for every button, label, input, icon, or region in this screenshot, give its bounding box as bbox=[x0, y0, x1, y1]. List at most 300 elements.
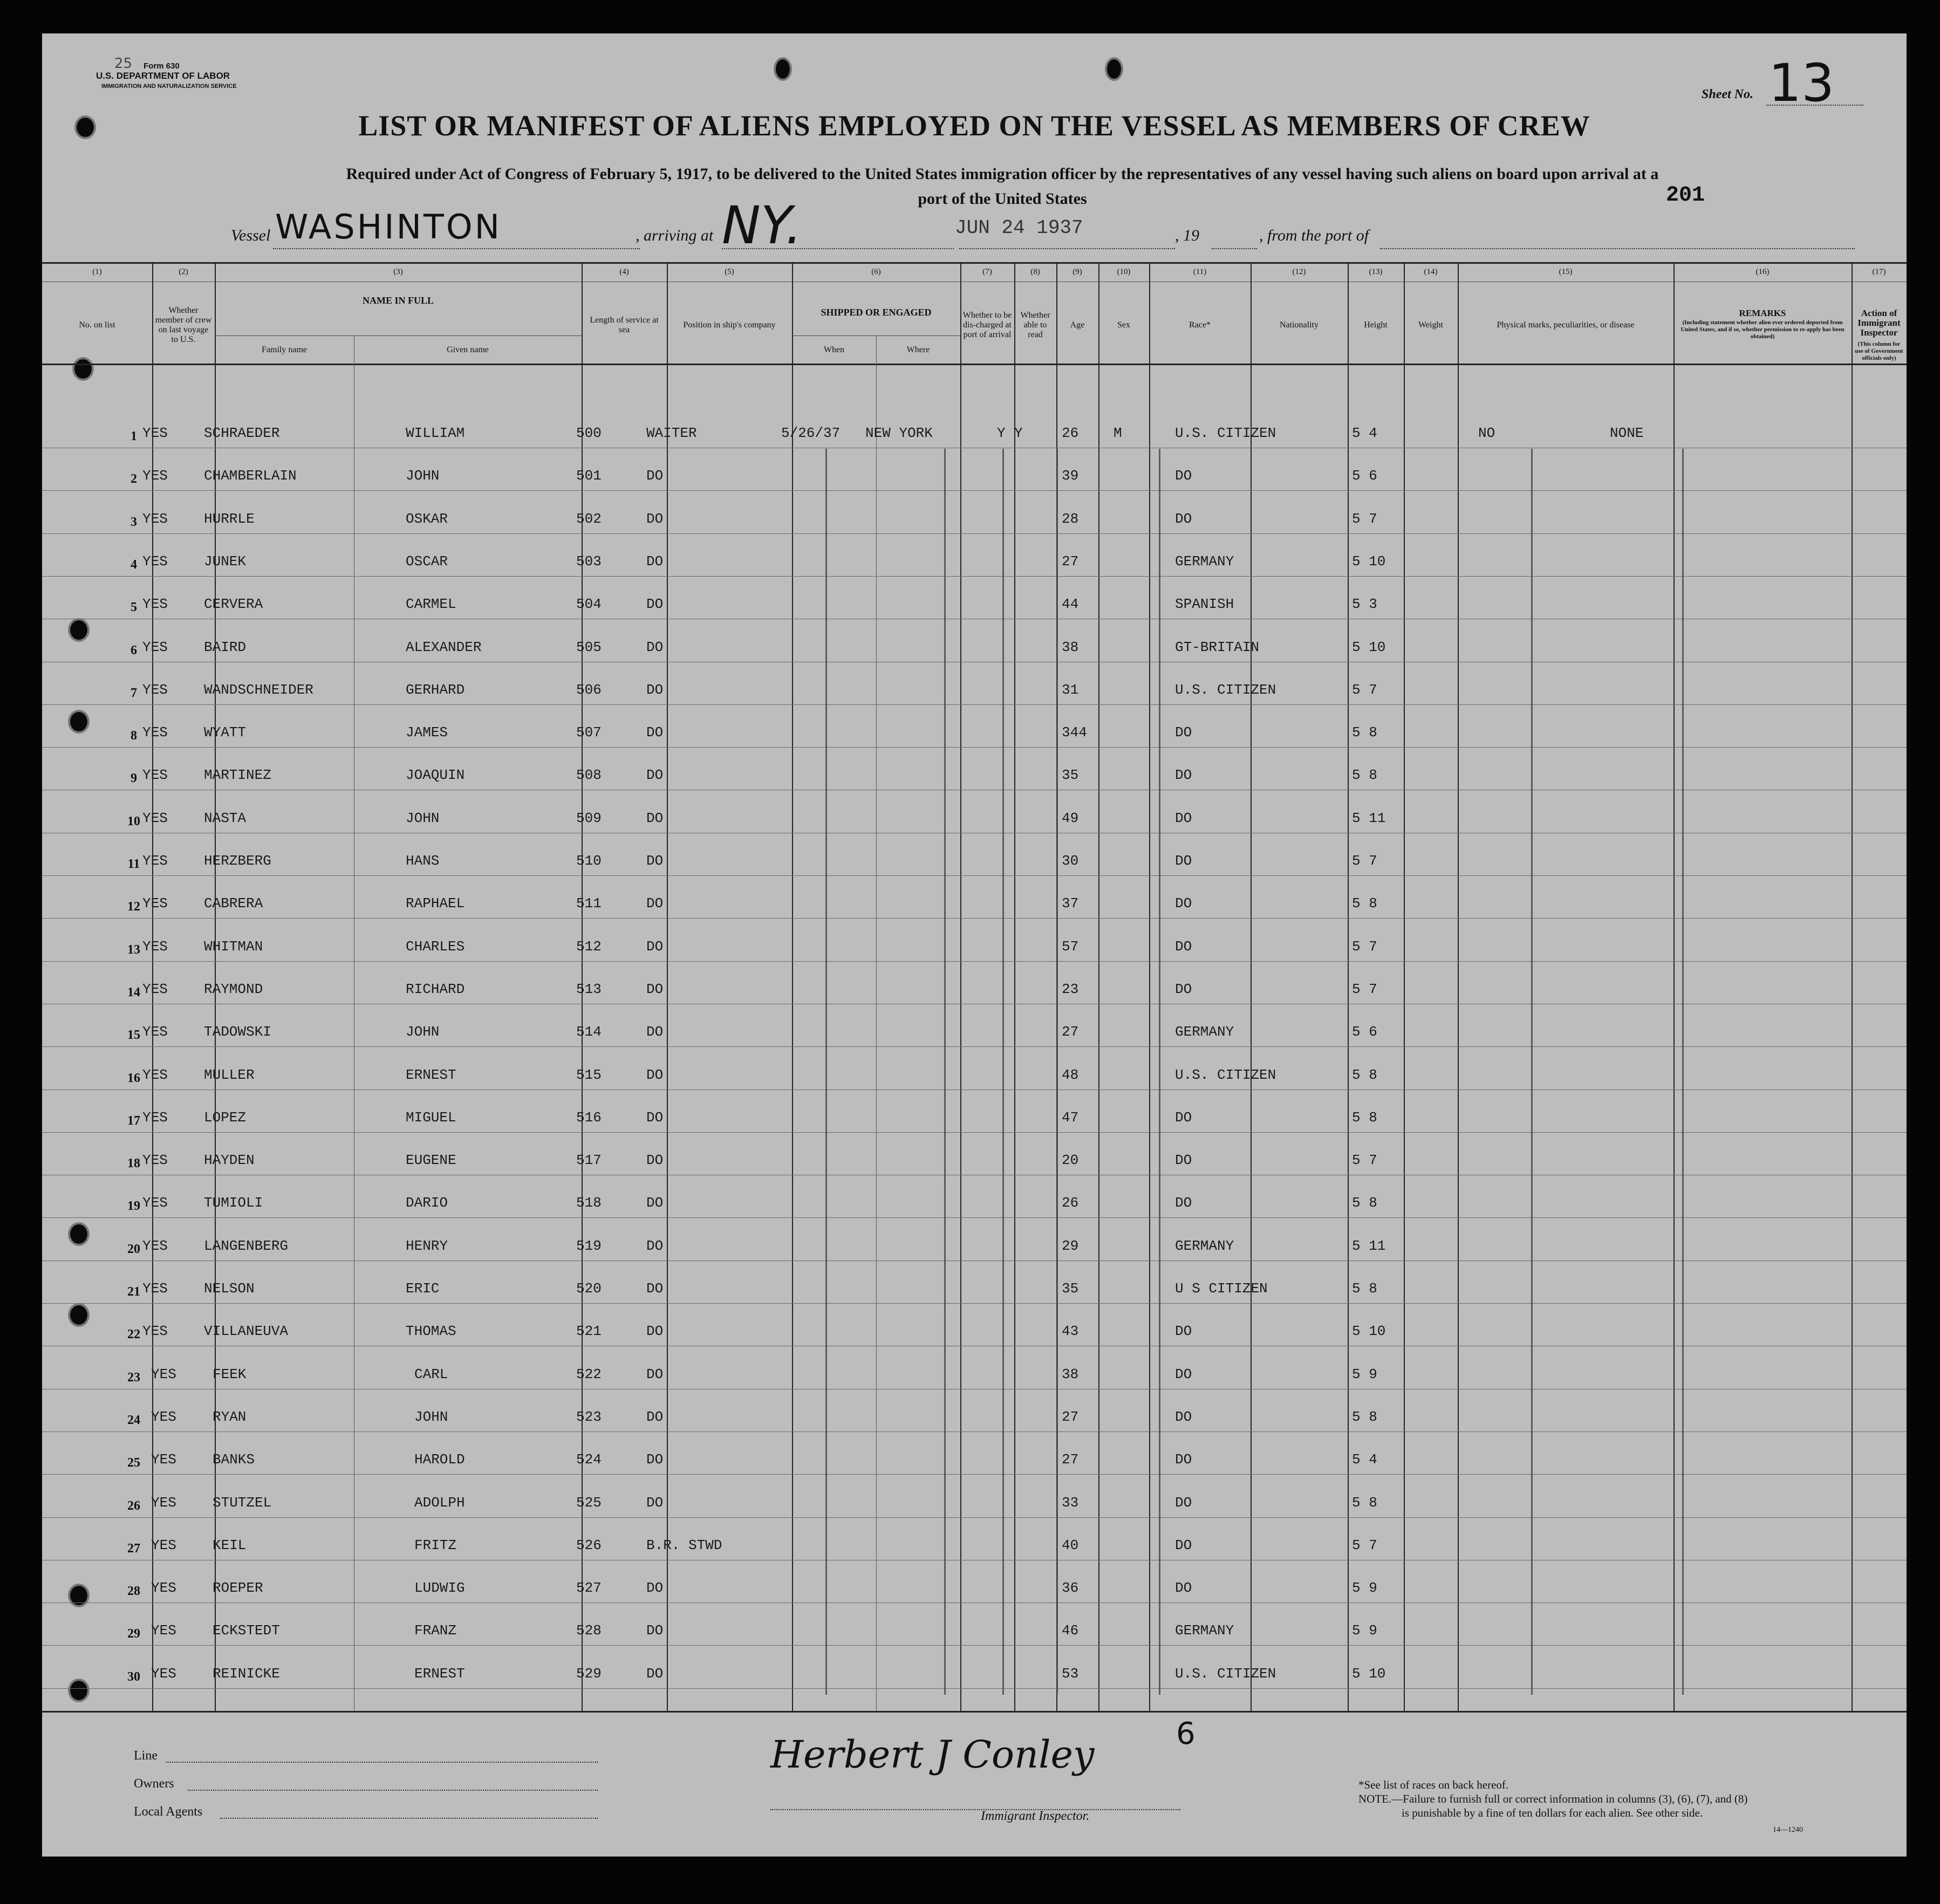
penalty-note: NOTE.—Failure to furnish full or correct information in columns (3), (6), (7), and (8) bbox=[1358, 1792, 1748, 1805]
age: 27 bbox=[1062, 1024, 1079, 1040]
owners-rule bbox=[188, 1790, 598, 1791]
column-label: Action of Immigrant Inspector bbox=[1857, 308, 1901, 338]
row-number: 15 bbox=[127, 1028, 140, 1043]
given-name: CARL bbox=[414, 1366, 448, 1382]
local-agents-rule bbox=[220, 1818, 598, 1819]
service-length: 522 bbox=[576, 1366, 602, 1382]
height: 5 7 bbox=[1352, 1537, 1377, 1553]
from-port-label: , from the port of bbox=[1259, 227, 1369, 244]
crew-previous-voyage: YES bbox=[142, 938, 168, 955]
position-in-company: DO bbox=[646, 1408, 664, 1425]
height: 5 8 bbox=[1352, 1280, 1377, 1297]
family-name: LOPEZ bbox=[204, 1109, 247, 1126]
service-length: 529 bbox=[576, 1665, 602, 1682]
print-code: 14—1240 bbox=[1773, 1826, 1803, 1834]
stamp-number: 201 bbox=[1666, 183, 1705, 208]
family-name: NASTA bbox=[204, 810, 247, 826]
height: 5 6 bbox=[1352, 468, 1377, 484]
column-number: (17) bbox=[1872, 268, 1886, 276]
service-length: 525 bbox=[576, 1494, 602, 1511]
race: DO bbox=[1175, 895, 1192, 912]
race: DO bbox=[1175, 1109, 1192, 1126]
column-label: Sex bbox=[1117, 320, 1130, 330]
vessel-label: Vessel bbox=[231, 227, 271, 244]
service-length: 509 bbox=[576, 810, 602, 826]
row-number: 5 bbox=[131, 600, 137, 615]
family-name: HERZBERG bbox=[204, 853, 271, 869]
column-label: No. on list bbox=[79, 320, 115, 330]
row-number: 24 bbox=[127, 1413, 140, 1427]
given-name: JAMES bbox=[406, 724, 448, 741]
position-in-company: DO bbox=[646, 1066, 664, 1083]
service-length: 517 bbox=[576, 1152, 602, 1169]
service-length: 507 bbox=[576, 724, 602, 741]
family-name: SCHRAEDER bbox=[204, 425, 280, 441]
column-number: (5) bbox=[725, 268, 734, 276]
position-in-company: WAITER bbox=[646, 425, 697, 441]
given-name: OSCAR bbox=[406, 553, 448, 570]
service-length: 510 bbox=[576, 853, 602, 869]
age: 35 bbox=[1062, 767, 1079, 784]
height: 5 9 bbox=[1352, 1366, 1377, 1382]
position-in-company: DO bbox=[646, 1665, 664, 1682]
given-name: ADOLPH bbox=[414, 1494, 465, 1511]
given-name: FRITZ bbox=[414, 1537, 457, 1553]
crew-previous-voyage: YES bbox=[142, 981, 168, 997]
service-length: 508 bbox=[576, 767, 602, 784]
service-length: 501 bbox=[576, 468, 602, 484]
crew-previous-voyage: YES bbox=[142, 853, 168, 869]
position-in-company: DO bbox=[646, 1622, 664, 1639]
column-number: (11) bbox=[1193, 268, 1207, 276]
crew-previous-voyage: YES bbox=[142, 895, 168, 912]
family-name: HURRLE bbox=[204, 510, 255, 527]
given-name: ALEXANDER bbox=[406, 639, 482, 655]
column-sublabel: Family name bbox=[262, 345, 307, 354]
family-name: CHAMBERLAIN bbox=[204, 468, 297, 484]
height: 5 8 bbox=[1352, 724, 1377, 741]
column-label: Position in ship's company bbox=[683, 320, 776, 330]
table-row bbox=[42, 806, 1907, 848]
given-name: JOAQUIN bbox=[406, 767, 465, 784]
physical-marks: NO bbox=[1478, 425, 1495, 441]
service-length: 524 bbox=[576, 1451, 602, 1468]
crew-previous-voyage: YES bbox=[142, 553, 168, 570]
row-number: 29 bbox=[127, 1627, 140, 1641]
shipped-where: NEW YORK bbox=[865, 425, 933, 441]
column-label: Nationality bbox=[1280, 320, 1319, 330]
given-name: JOHN bbox=[414, 1408, 448, 1425]
family-name: BANKS bbox=[213, 1451, 255, 1468]
column-label: Length of service at sea bbox=[590, 316, 659, 334]
race: DO bbox=[1175, 853, 1192, 869]
row-number: 12 bbox=[127, 900, 140, 914]
ditto-stroke bbox=[1531, 449, 1533, 1695]
age: 27 bbox=[1062, 553, 1079, 570]
row-number: 10 bbox=[127, 814, 140, 828]
service-length: 515 bbox=[576, 1066, 602, 1083]
age: 48 bbox=[1062, 1066, 1079, 1083]
family-name: MARTINEZ bbox=[204, 767, 271, 784]
column-sublabel: When bbox=[823, 345, 845, 354]
given-name: EUGENE bbox=[406, 1152, 456, 1169]
age: 344 bbox=[1062, 724, 1087, 741]
race: DO bbox=[1175, 1152, 1192, 1169]
age: 43 bbox=[1062, 1323, 1079, 1340]
row-number: 6 bbox=[131, 643, 137, 658]
table-row bbox=[42, 1063, 1907, 1105]
table-row bbox=[42, 1490, 1907, 1533]
table-row bbox=[42, 934, 1907, 977]
race: DO bbox=[1175, 981, 1192, 997]
given-name: JOHN bbox=[406, 468, 440, 484]
race: DO bbox=[1175, 468, 1192, 484]
age: 46 bbox=[1062, 1622, 1079, 1639]
able-to-read: Y bbox=[1014, 425, 1023, 441]
crew-previous-voyage: YES bbox=[151, 1622, 176, 1639]
year-prefix: , 19 bbox=[1175, 227, 1199, 244]
form-number: Form 630 bbox=[144, 61, 180, 71]
position-in-company: DO bbox=[646, 553, 664, 570]
service-name: IMMIGRATION AND NATURALIZATION SERVICE bbox=[101, 83, 237, 90]
given-name: ERIC bbox=[406, 1280, 440, 1297]
position-in-company: DO bbox=[646, 1323, 664, 1340]
service-length: 527 bbox=[576, 1580, 602, 1597]
family-name: FEEK bbox=[213, 1366, 247, 1382]
crew-previous-voyage: YES bbox=[151, 1537, 176, 1553]
race: U.S. CITIZEN bbox=[1175, 1665, 1276, 1682]
column-label: Whether member of crew on last voyage to U.S. bbox=[155, 306, 212, 344]
position-in-company: DO bbox=[646, 1109, 664, 1126]
position-in-company: DO bbox=[646, 510, 664, 527]
family-name: REINICKE bbox=[213, 1665, 280, 1682]
crew-previous-voyage: YES bbox=[142, 1066, 168, 1083]
position-in-company: DO bbox=[646, 810, 664, 826]
column-sublabel: Where bbox=[906, 345, 930, 354]
family-name: TADOWSKI bbox=[204, 1024, 271, 1040]
crew-previous-voyage: YES bbox=[142, 1237, 168, 1254]
height: 5 10 bbox=[1352, 639, 1386, 655]
table-row bbox=[42, 1533, 1907, 1576]
position-in-company: DO bbox=[646, 853, 664, 869]
position-in-company: DO bbox=[646, 1195, 664, 1211]
service-length: 500 bbox=[576, 425, 602, 441]
height: 5 8 bbox=[1352, 895, 1377, 912]
service-length: 513 bbox=[576, 981, 602, 997]
department-name: U.S. DEPARTMENT OF LABOR bbox=[96, 71, 230, 81]
crew-previous-voyage: YES bbox=[142, 1152, 168, 1169]
race: U.S. CITIZEN bbox=[1175, 1066, 1276, 1083]
position-in-company: DO bbox=[646, 639, 664, 655]
corner-note: 25 bbox=[114, 56, 133, 72]
manifest-sheet bbox=[42, 33, 1907, 1857]
height: 5 11 bbox=[1352, 1237, 1386, 1254]
height: 5 9 bbox=[1352, 1580, 1377, 1597]
position-in-company: DO bbox=[646, 1280, 664, 1297]
position-in-company: DO bbox=[646, 724, 664, 741]
race: GT-BRITAIN bbox=[1175, 639, 1260, 655]
table-row bbox=[42, 463, 1907, 506]
crew-previous-voyage: YES bbox=[142, 639, 168, 655]
service-length: 519 bbox=[576, 1237, 602, 1254]
penalty-note-cont: is punishable by a fine of ten dollars for each alien. See other side. bbox=[1402, 1806, 1703, 1819]
race: DO bbox=[1175, 510, 1192, 527]
height: 5 8 bbox=[1352, 1109, 1377, 1126]
age: 40 bbox=[1062, 1537, 1079, 1553]
age: 35 bbox=[1062, 1280, 1079, 1297]
date-stamp: JUN 24 1937 bbox=[955, 217, 1083, 239]
age: 53 bbox=[1062, 1665, 1079, 1682]
race: DO bbox=[1175, 724, 1192, 741]
age: 26 bbox=[1062, 425, 1079, 441]
line-label: Line bbox=[134, 1749, 158, 1763]
given-name: JOHN bbox=[406, 810, 440, 826]
family-name: WANDSCHNEIDER bbox=[204, 681, 313, 698]
position-in-company: DO bbox=[646, 468, 664, 484]
table-row bbox=[42, 549, 1907, 592]
position-in-company: DO bbox=[646, 1152, 664, 1169]
crew-previous-voyage: YES bbox=[142, 1195, 168, 1211]
crew-previous-voyage: YES bbox=[151, 1580, 176, 1597]
column-label: Whether to be dis-charged at port of arrival bbox=[962, 311, 1012, 339]
height: 5 8 bbox=[1352, 1066, 1377, 1083]
arriving-port: NY. bbox=[722, 195, 802, 256]
column-label: NAME IN FULL bbox=[362, 295, 434, 306]
race: U.S. CITIZEN bbox=[1175, 425, 1276, 441]
family-name: LANGENBERG bbox=[204, 1237, 289, 1254]
height: 5 6 bbox=[1352, 1024, 1377, 1040]
owners-label: Owners bbox=[134, 1777, 174, 1791]
family-name: JUNEK bbox=[204, 553, 247, 570]
column-number: (1) bbox=[92, 268, 102, 276]
position-in-company: DO bbox=[646, 1024, 664, 1040]
row-number: 2 bbox=[131, 472, 137, 487]
age: 57 bbox=[1062, 938, 1079, 955]
races-note: *See list of races on back hereof. bbox=[1358, 1778, 1509, 1791]
table-row bbox=[42, 720, 1907, 763]
column-number: (7) bbox=[982, 268, 992, 276]
service-length: 505 bbox=[576, 639, 602, 655]
family-name: TUMIOLI bbox=[204, 1195, 263, 1211]
height: 5 4 bbox=[1352, 425, 1377, 441]
row-number: 3 bbox=[131, 515, 137, 529]
table-row bbox=[42, 1019, 1907, 1062]
position-in-company: DO bbox=[646, 981, 664, 997]
column-sublabel: (This column for use of Government officials only) bbox=[1855, 341, 1903, 361]
column-label: Weight bbox=[1418, 320, 1443, 330]
column-sublabel: (Including statement whether alien ever ordered deported from United States, and if so, whether permission to re-apply has been obtained) bbox=[1681, 319, 1845, 340]
column-label: REMARKS bbox=[1739, 308, 1786, 318]
given-name: HENRY bbox=[406, 1237, 448, 1254]
column-number: (4) bbox=[619, 268, 629, 276]
height: 5 8 bbox=[1352, 1195, 1377, 1211]
table-row bbox=[42, 1405, 1907, 1447]
table-row bbox=[42, 1234, 1907, 1276]
family-name: VILLANEUVA bbox=[204, 1323, 289, 1340]
table-row bbox=[42, 1362, 1907, 1405]
height: 5 8 bbox=[1352, 1494, 1377, 1511]
age: 27 bbox=[1062, 1451, 1079, 1468]
given-name: CHARLES bbox=[406, 938, 465, 955]
table-row bbox=[42, 592, 1907, 634]
ditto-stroke bbox=[944, 449, 946, 1695]
family-name: ECKSTEDT bbox=[213, 1622, 280, 1639]
table-row bbox=[42, 635, 1907, 677]
family-name: KEIL bbox=[213, 1537, 247, 1553]
crew-previous-voyage: YES bbox=[142, 810, 168, 826]
column-label: Physical marks, peculiarities, or disease bbox=[1497, 320, 1635, 330]
family-name: RYAN bbox=[213, 1408, 247, 1425]
family-name: CERVERA bbox=[204, 596, 263, 613]
race: GERMANY bbox=[1175, 1237, 1234, 1254]
row-number: 18 bbox=[127, 1156, 140, 1171]
crew-previous-voyage: YES bbox=[142, 1109, 168, 1126]
crew-previous-voyage: YES bbox=[142, 724, 168, 741]
table-row bbox=[42, 1148, 1907, 1190]
race: DO bbox=[1175, 810, 1192, 826]
shipped-when: 5/26/37 bbox=[781, 425, 841, 441]
given-name: ERNEST bbox=[414, 1665, 465, 1682]
crew-previous-voyage: YES bbox=[142, 425, 168, 441]
row-number: 19 bbox=[127, 1199, 140, 1214]
service-length: 512 bbox=[576, 938, 602, 955]
family-name: CABRERA bbox=[204, 895, 263, 912]
given-name: OSKAR bbox=[406, 510, 448, 527]
row-number: 9 bbox=[131, 771, 137, 786]
row-number: 25 bbox=[127, 1456, 140, 1470]
column-number: (6) bbox=[871, 268, 881, 276]
given-name: ERNEST bbox=[406, 1066, 456, 1083]
service-length: 502 bbox=[576, 510, 602, 527]
height: 5 4 bbox=[1352, 1451, 1377, 1468]
subtitle-line-2: port of the United States bbox=[918, 190, 1087, 208]
table-row bbox=[42, 677, 1907, 720]
race: DO bbox=[1175, 1195, 1192, 1211]
crew-previous-voyage: YES bbox=[142, 596, 168, 613]
crew-previous-voyage: YES bbox=[142, 468, 168, 484]
crew-previous-voyage: YES bbox=[151, 1665, 176, 1682]
crew-previous-voyage: YES bbox=[142, 681, 168, 698]
given-name: HAROLD bbox=[414, 1451, 465, 1468]
row-number: 21 bbox=[127, 1285, 140, 1299]
row-number: 20 bbox=[127, 1242, 140, 1256]
vessel-name: WASHINTON bbox=[275, 207, 502, 246]
crew-previous-voyage: YES bbox=[142, 767, 168, 784]
form-title: LIST OR MANIFEST OF ALIENS EMPLOYED ON THE VESSEL AS MEMBERS OF CREW bbox=[358, 109, 1590, 142]
crew-previous-voyage: YES bbox=[151, 1366, 176, 1382]
position-in-company: DO bbox=[646, 1494, 664, 1511]
height: 5 8 bbox=[1352, 1408, 1377, 1425]
service-length: 511 bbox=[576, 895, 602, 912]
local-agents-label: Local Agents bbox=[134, 1805, 203, 1819]
race: DO bbox=[1175, 1408, 1192, 1425]
race: GERMANY bbox=[1175, 553, 1234, 570]
table-row bbox=[42, 1319, 1907, 1361]
age: 38 bbox=[1062, 639, 1079, 655]
table-row bbox=[42, 421, 1907, 463]
service-length: 506 bbox=[576, 681, 602, 698]
position-in-company: DO bbox=[646, 1451, 664, 1468]
given-name: DARIO bbox=[406, 1195, 448, 1211]
service-length: 526 bbox=[576, 1537, 602, 1553]
inspector-signature: Herbert J Conley bbox=[770, 1732, 1095, 1777]
row-number: 22 bbox=[127, 1327, 140, 1342]
service-length: 518 bbox=[576, 1195, 602, 1211]
position-in-company: DO bbox=[646, 681, 664, 698]
position-in-company: DO bbox=[646, 1580, 664, 1597]
table-row bbox=[42, 763, 1907, 805]
column-number: (8) bbox=[1030, 268, 1040, 276]
column-number: (2) bbox=[179, 268, 188, 276]
age: 38 bbox=[1062, 1366, 1079, 1382]
height: 5 3 bbox=[1352, 596, 1377, 613]
given-name: JOHN bbox=[406, 1024, 440, 1040]
position-in-company: B.R. STWD bbox=[646, 1537, 722, 1553]
age: 33 bbox=[1062, 1494, 1079, 1511]
height: 5 8 bbox=[1352, 767, 1377, 784]
column-label: SHIPPED OR ENGAGED bbox=[821, 307, 932, 318]
family-name: STUTZEL bbox=[213, 1494, 272, 1511]
table-row bbox=[42, 1105, 1907, 1148]
sheet-label: Sheet No. bbox=[1702, 87, 1753, 101]
family-name: HAYDEN bbox=[204, 1152, 255, 1169]
given-name: FRANZ bbox=[414, 1622, 457, 1639]
family-name: WYATT bbox=[204, 724, 247, 741]
row-number: 23 bbox=[127, 1370, 140, 1385]
race: GERMANY bbox=[1175, 1622, 1234, 1639]
age: 29 bbox=[1062, 1237, 1079, 1254]
remarks: NONE bbox=[1610, 425, 1644, 441]
ditto-stroke bbox=[1682, 449, 1684, 1695]
row-number: 14 bbox=[127, 985, 140, 999]
height: 5 7 bbox=[1352, 938, 1377, 955]
crew-previous-voyage: YES bbox=[151, 1451, 176, 1468]
family-name: MULLER bbox=[204, 1066, 255, 1083]
arriving-label: , arriving at bbox=[636, 227, 714, 244]
race: DO bbox=[1175, 1451, 1192, 1468]
table-row bbox=[42, 977, 1907, 1019]
height: 5 10 bbox=[1352, 553, 1386, 570]
sex: M bbox=[1114, 425, 1122, 441]
height: 5 10 bbox=[1352, 1323, 1386, 1340]
column-label: Race* bbox=[1189, 320, 1211, 330]
service-length: 516 bbox=[576, 1109, 602, 1126]
service-length: 528 bbox=[576, 1622, 602, 1639]
given-name: MIGUEL bbox=[406, 1109, 456, 1126]
position-in-company: DO bbox=[646, 596, 664, 613]
signature-rule bbox=[770, 1809, 1180, 1810]
race: U S CITIZEN bbox=[1175, 1280, 1268, 1297]
family-name: BAIRD bbox=[204, 639, 247, 655]
service-length: 520 bbox=[576, 1280, 602, 1297]
column-number: (13) bbox=[1369, 268, 1383, 276]
position-in-company: DO bbox=[646, 767, 664, 784]
age: 39 bbox=[1062, 468, 1079, 484]
given-name: HANS bbox=[406, 853, 440, 869]
service-length: 523 bbox=[576, 1408, 602, 1425]
race: DO bbox=[1175, 767, 1192, 784]
ditto-stroke bbox=[1159, 449, 1160, 1695]
row-number: 8 bbox=[131, 729, 137, 743]
row-number: 13 bbox=[127, 942, 140, 957]
age: 44 bbox=[1062, 596, 1079, 613]
given-name: GERHARD bbox=[406, 681, 465, 698]
column-number: (3) bbox=[393, 268, 403, 276]
row-number: 7 bbox=[131, 686, 137, 700]
crew-previous-voyage: YES bbox=[142, 1323, 168, 1340]
row-number: 28 bbox=[127, 1584, 140, 1599]
age: 31 bbox=[1062, 681, 1079, 698]
